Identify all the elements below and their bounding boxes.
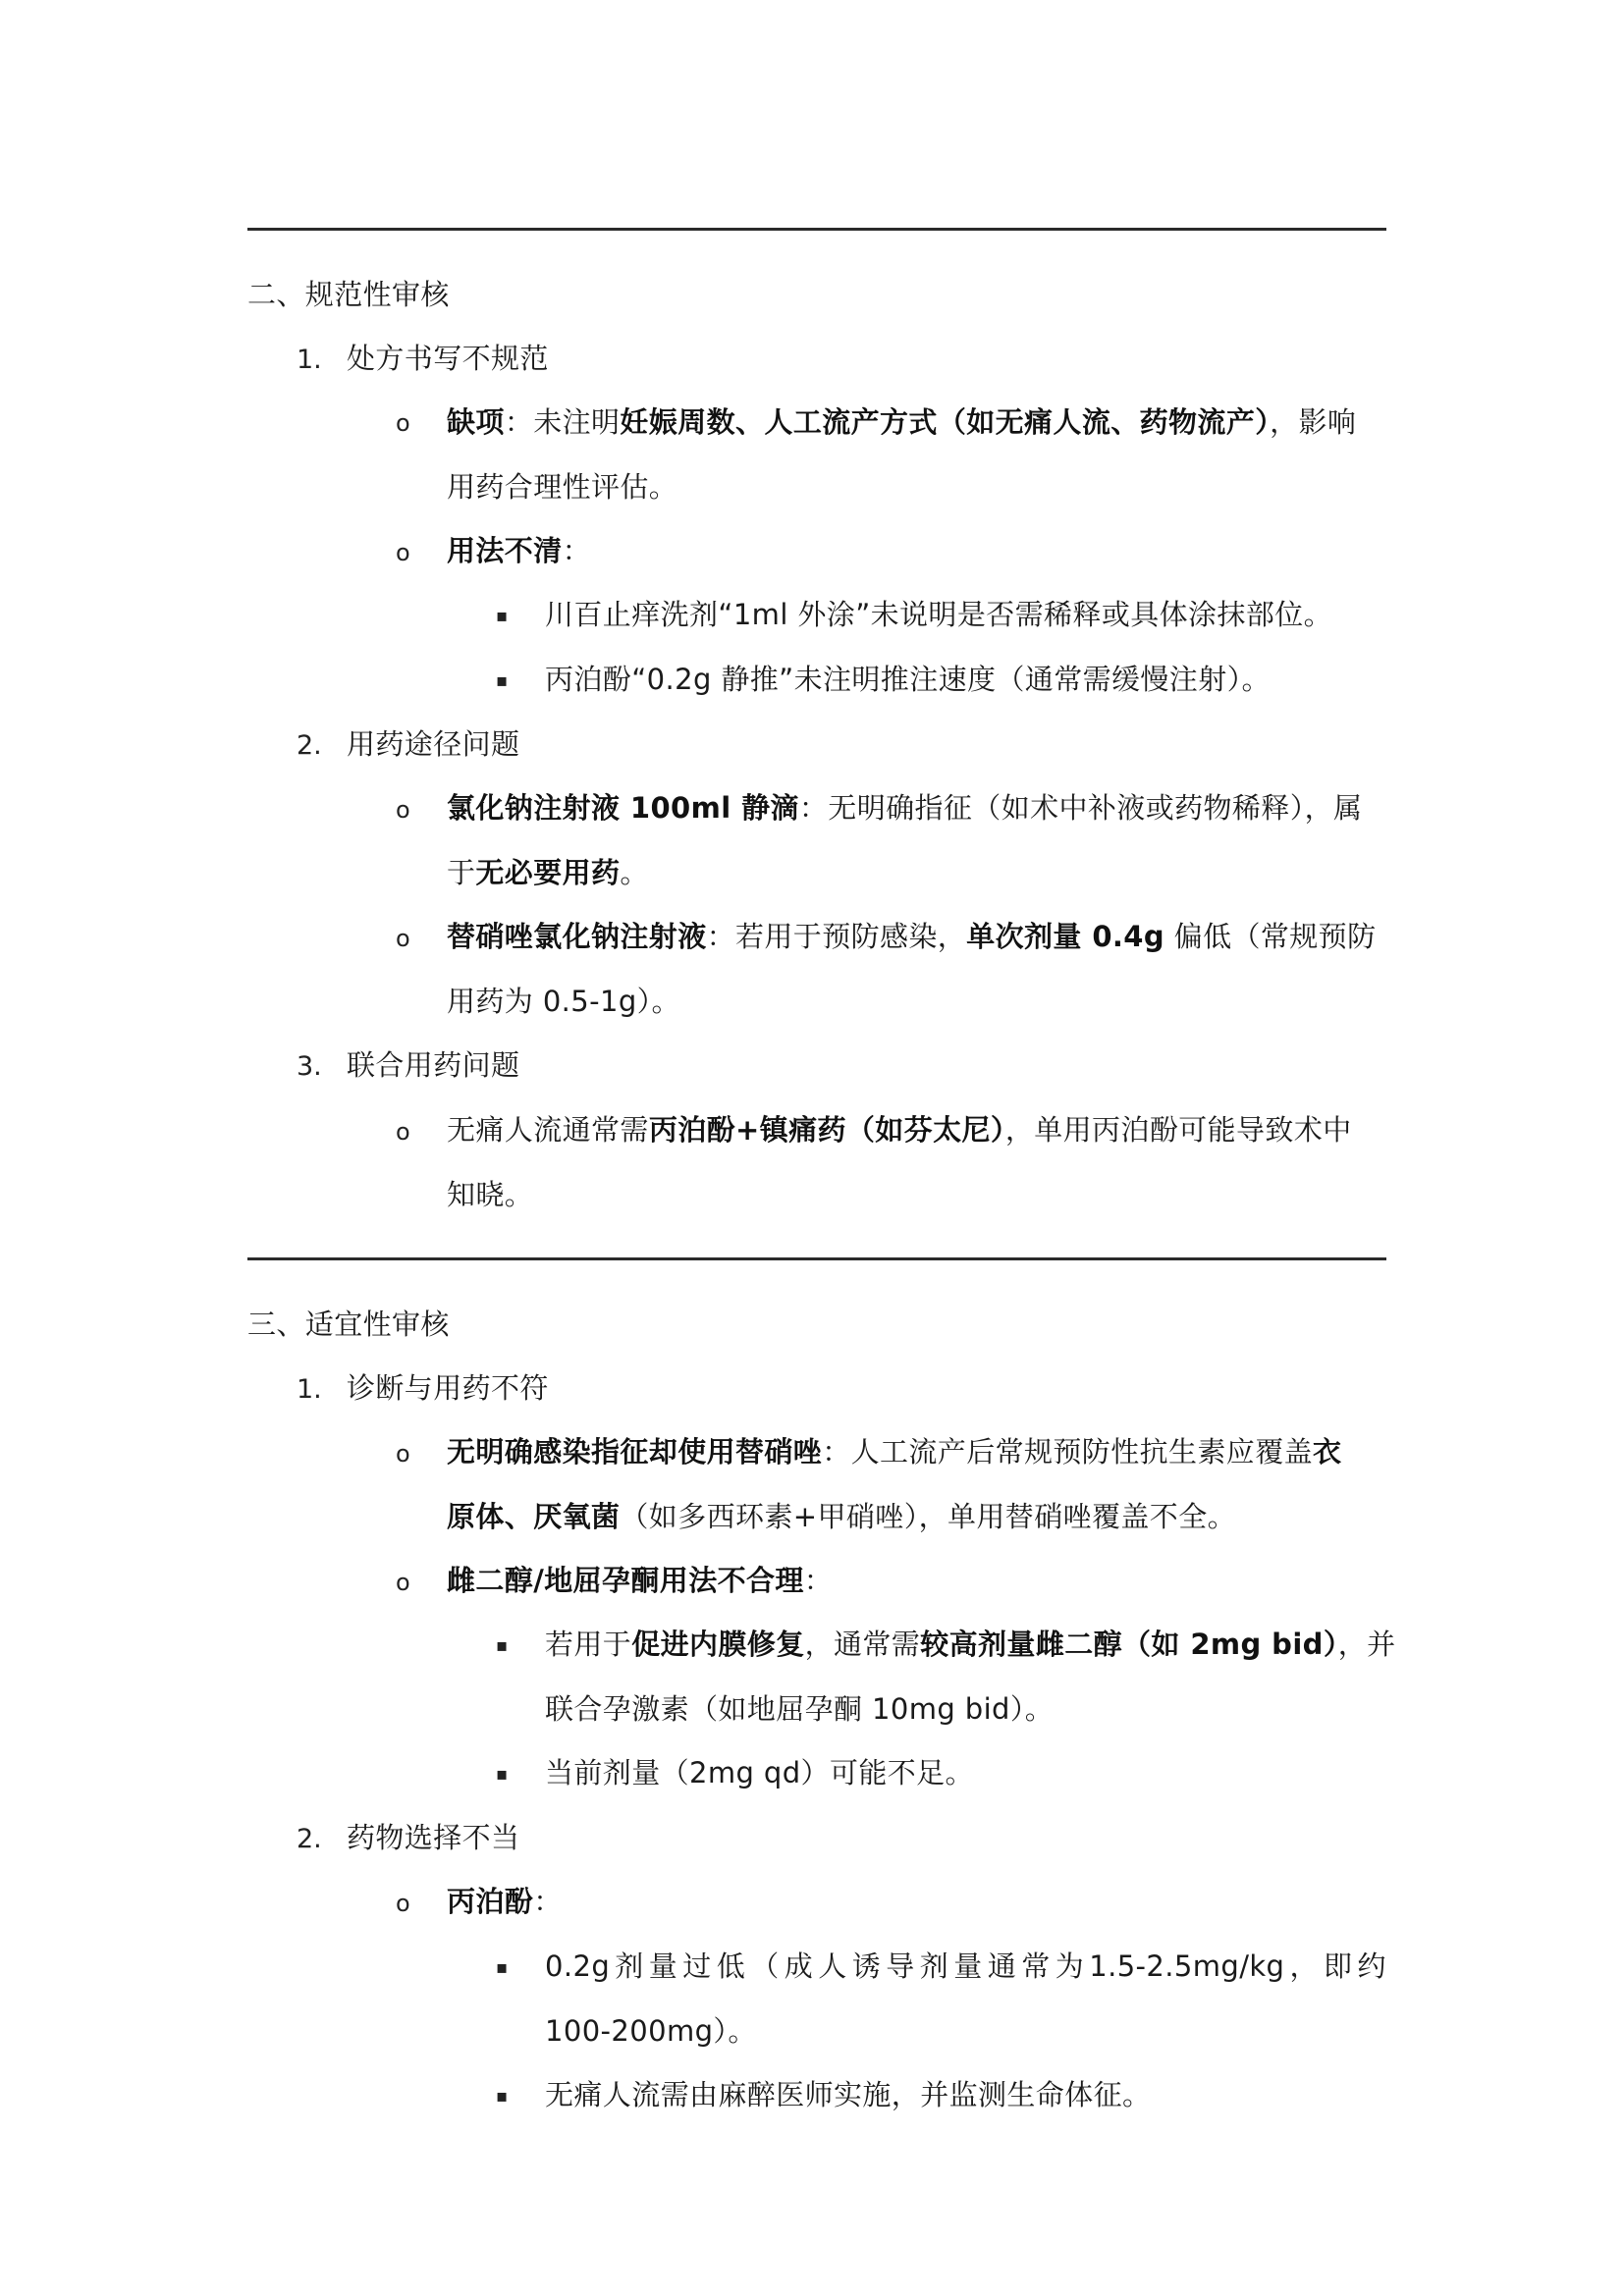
sub-list-item: 当前剂量（2mg qd）可能不足。: [545, 1756, 974, 1789]
horizontal-rule: [247, 228, 1386, 231]
horizontal-rule: [247, 1257, 1386, 1260]
circle-bullet-icon: o: [396, 1118, 410, 1146]
list-number: 1.: [297, 1374, 322, 1405]
group-title: 处方书写不规范: [347, 342, 549, 375]
list-number: 3.: [297, 1051, 322, 1082]
sub-list-item: 丙泊酚“0.2g 静推”未注明推注速度（通常需缓慢注射）。: [545, 663, 1271, 696]
circle-bullet-icon: o: [396, 409, 410, 437]
square-bullet-icon: ▪: [496, 606, 509, 626]
list-number: 2.: [297, 1824, 322, 1854]
item-label: 用法不清: [447, 534, 563, 567]
list-item: 雌二醇/地屈孕酮用法不合理：: [447, 1564, 834, 1597]
list-item-continuation: 于无必要用药。: [447, 856, 649, 889]
circle-bullet-icon: o: [396, 1890, 410, 1917]
circle-bullet-icon: o: [396, 796, 410, 824]
list-item: 替硝唑氯化钠注射液：若用于预防感染，单次剂量 0.4g 偏低（常规预防: [447, 920, 1377, 953]
group-title: 诊断与用药不符: [347, 1371, 549, 1405]
item-label: 雌二醇/地屈孕酮用法不合理: [447, 1564, 804, 1597]
sub-list-item: 0.2g 剂 量 过 低 （ 成 人 诱 导 剂 量 通 常 为 1.5-2.5mg/kg ， 即 约: [545, 1949, 1386, 1983]
list-item: 无明确感染指征却使用替硝唑：人工流产后常规预防性抗生素应覆盖衣: [447, 1435, 1342, 1468]
section-heading: 二、规范性审核: [247, 278, 450, 311]
sub-list-item-continuation: 100-200mg）。: [545, 2014, 757, 2048]
list-item: 缺项：未注明妊娠周数、人工流产方式（如无痛人流、药物流产），影响: [447, 405, 1357, 439]
list-number: 2.: [297, 730, 322, 761]
square-bullet-icon: ▪: [496, 670, 509, 691]
list-item: 氯化钠注射液 100ml 静滴：无明确指征（如术中补液或药物稀释），属: [447, 791, 1363, 825]
list-number: 1.: [297, 345, 322, 375]
list-item: 丙泊酚：: [447, 1885, 563, 1918]
item-label: 氯化钠注射液 100ml 静滴: [447, 791, 799, 825]
group-title: 药物选择不当: [347, 1821, 520, 1854]
item-label: 缺项: [447, 405, 505, 439]
list-item: 用法不清：: [447, 534, 592, 567]
group-title: 用药途径问题: [347, 727, 520, 761]
square-bullet-icon: ▪: [496, 2086, 509, 2107]
item-label: 无明确感染指征却使用替硝唑: [447, 1435, 823, 1468]
list-item-continuation: 用药为 0.5-1g）。: [447, 985, 680, 1018]
circle-bullet-icon: o: [396, 1569, 410, 1596]
sub-list-item: 川百止痒洗剂“1ml 外涂”未说明是否需稀释或具体涂抹部位。: [545, 598, 1333, 631]
group-title: 联合用药问题: [347, 1048, 520, 1082]
section-heading: 三、适宜性审核: [247, 1308, 450, 1341]
list-item: 无痛人流通常需丙泊酚+镇痛药（如芬太尼），单用丙泊酚可能导致术中: [447, 1113, 1352, 1147]
sub-list-item: 无痛人流需由麻醉医师实施，并监测生命体征。: [545, 2078, 1152, 2111]
square-bullet-icon: ▪: [496, 1957, 509, 1978]
item-label: 丙泊酚: [447, 1885, 534, 1918]
square-bullet-icon: ▪: [496, 1635, 509, 1656]
item-label: 替硝唑氯化钠注射液: [447, 920, 707, 953]
list-item-continuation: 原体、厌氧菌（如多西环素+甲硝唑），单用替硝唑覆盖不全。: [447, 1500, 1237, 1533]
circle-bullet-icon: o: [396, 925, 410, 952]
list-item-continuation: 用药合理性评估。: [447, 470, 678, 504]
sub-list-item-continuation: 联合孕激素（如地屈孕酮 10mg bid）。: [545, 1692, 1055, 1726]
circle-bullet-icon: o: [396, 1440, 410, 1468]
list-item-continuation: 知晓。: [447, 1178, 534, 1211]
square-bullet-icon: ▪: [496, 1764, 509, 1785]
circle-bullet-icon: o: [396, 539, 410, 566]
sub-list-item: 若用于促进内膜修复，通常需较高剂量雌二醇（如 2mg bid），并: [545, 1628, 1396, 1661]
